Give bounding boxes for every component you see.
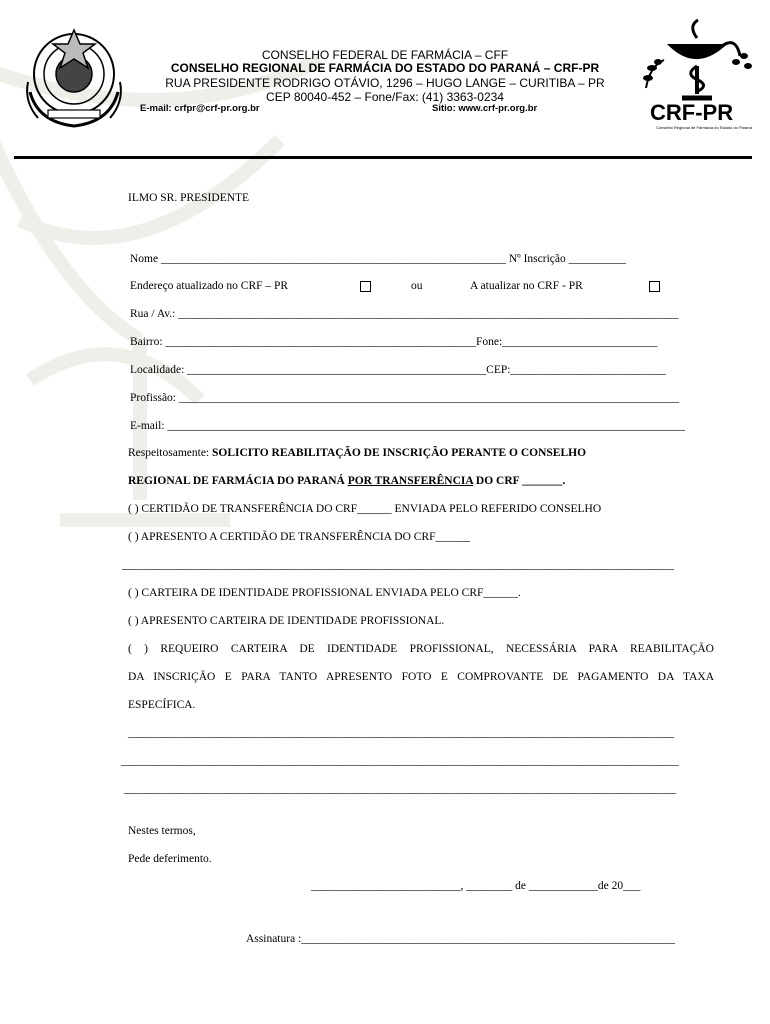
request-statement — [128, 447, 586, 459]
email-field[interactable]: E-mail: __________________________________________________________________________________________ — [130, 420, 685, 432]
address-to-update-checkbox[interactable] — [649, 281, 660, 292]
street-field[interactable]: Rua / Av.: _______________________________________________________________________________________ — [130, 308, 679, 320]
option-request-id-card-end: ESPECÍFICA. — [128, 699, 196, 711]
or-label: ou — [411, 280, 423, 292]
city-cep-field[interactable]: Localidade: ____________________________________________________CEP:___________________________ — [130, 364, 666, 376]
request-text: SOLICITO REABILITAÇÃO DE INSCRIÇÃO PERANTE O CONSELHO — [212, 447, 587, 459]
option-request-id-card-continued: DA INSCRIÇÃO E PARA TANTO APRESENTO FOTO E COMPROVANTE DE PAGAMENTO DA TAXA — [128, 671, 714, 683]
regional-council-text: REGIONAL DE FARMÁCIA DO PARANÁ — [128, 475, 345, 487]
profession-field[interactable]: Profissão: _______________________________________________________________________________________ — [130, 392, 680, 404]
separator-line: ________________________________________________________________________________________________ — [122, 559, 674, 571]
respectfully-label: Respeitosamente: — [128, 447, 210, 459]
hygieia-cup-icon — [636, 16, 754, 104]
closing-terms: Nestes termos, — [128, 825, 196, 837]
name-field[interactable]: Nome ____________________________________________________________ Nº Inscrição __________ — [130, 253, 627, 265]
request-statement-continued — [128, 475, 565, 487]
notes-line-1[interactable]: _______________________________________________________________________________________________ — [128, 727, 675, 739]
brazil-coat-of-arms-seal — [18, 22, 130, 134]
signature-field[interactable]: Assinatura :_________________________________________________________________ — [246, 933, 676, 945]
by-transfer-text: POR TRANSFERÊNCIA — [347, 475, 474, 487]
option-transfer-certificate-sent[interactable]: ( ) CERTIDÃO DE TRANSFERÊNCIA DO CRF______ ENVIADA PELO REFERIDO CONSELHO — [128, 503, 602, 515]
notes-line-2[interactable]: _________________________________________________________________________________________________ — [121, 755, 679, 767]
salutation: ILMO SR. PRESIDENTE — [128, 192, 250, 204]
option-request-id-card[interactable]: ( ) REQUEIRO CARTEIRA DE IDENTIDADE PROFISSIONAL, NECESSÁRIA PARA REABILITAÇÃO — [128, 643, 714, 655]
date-field[interactable]: __________________________, ________ de ____________de 20___ — [311, 880, 641, 892]
origin-crf-text: DO CRF _______. — [475, 475, 566, 487]
crf-pr-logo-subtext: Conselho Regional de Farmácia do Estado do Paraná — [656, 125, 752, 130]
closing-request: Pede deferimento. — [128, 853, 212, 865]
address-to-update-label: A atualizar no CRF - PR — [470, 280, 583, 292]
council-federal-name: CONSELHO FEDERAL DE FARMÁCIA – CFF — [261, 48, 509, 62]
option-transfer-certificate-presented[interactable]: ( ) APRESENTO A CERTIDÃO DE TRANSFERÊNCIA DO CRF______ — [128, 531, 471, 543]
header-divider — [14, 156, 752, 159]
council-cep-phone: CEP 80040-452 – Fone/Fax: (41) 3363-0234 — [266, 90, 504, 104]
council-regional-name: CONSELHO REGIONAL DE FARMÁCIA DO ESTADO DO PARANÁ – CRF-PR — [170, 61, 600, 75]
council-website: Sitio: www.crf-pr.org.br — [432, 103, 538, 114]
address-updated-label: Endereço atualizado no CRF – PR — [130, 280, 289, 292]
crf-pr-logo-text: CRF-PR — [650, 100, 734, 125]
option-id-card-presented[interactable]: ( ) APRESENTO CARTEIRA DE IDENTIDADE PROFISSIONAL. — [128, 615, 445, 627]
address-updated-checkbox[interactable] — [360, 281, 371, 292]
option-id-card-sent[interactable]: ( ) CARTEIRA DE IDENTIDADE PROFISSIONAL ENVIADA PELO CRF______. — [128, 587, 521, 599]
notes-line-3[interactable]: ________________________________________________________________________________________________ — [124, 783, 676, 795]
district-phone-field[interactable]: Bairro: ______________________________________________________Fone:___________________________ — [130, 336, 658, 348]
crf-pr-logo — [636, 16, 754, 130]
council-address: RUA PRESIDENTE RODRIGO OTÁVIO, 1296 – HUGO LANGE – CURITIBA – PR — [165, 76, 605, 90]
council-email: E-mail: crfpr@crf-pr.org.br — [140, 103, 260, 114]
